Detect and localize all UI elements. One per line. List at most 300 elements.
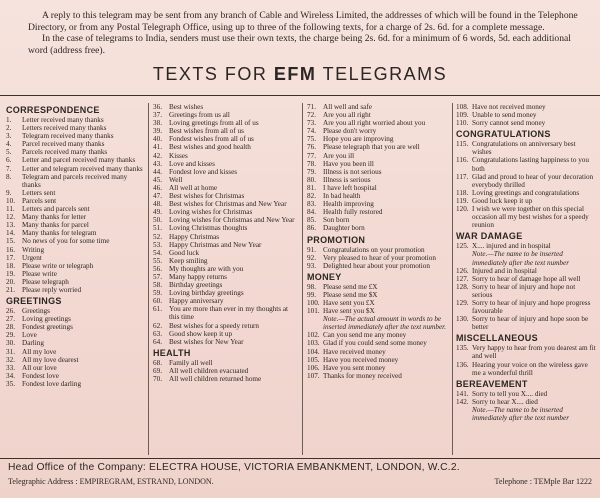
text-message: No news of you for some time: [22, 237, 110, 246]
text-option: [6, 356, 144, 364]
text-number: 101.: [307, 307, 320, 316]
text-message: Please write: [22, 269, 57, 278]
text-message: Have sent you £X: [323, 298, 375, 307]
text-message: Please telegraph that you are well: [323, 143, 420, 152]
text-option: [307, 208, 449, 216]
text-option: [6, 197, 144, 205]
text-option: [307, 246, 449, 254]
text-message: Best wishes from all of us: [169, 127, 244, 136]
text-number: 99.: [307, 290, 316, 299]
text-number: 77.: [307, 151, 316, 160]
text-message: Loving wishes for Christmas and New Year: [169, 216, 295, 225]
text-number: 33.: [6, 363, 15, 372]
text-option: [153, 367, 299, 375]
text-option: [307, 291, 449, 299]
text-message: Greetings: [22, 307, 50, 316]
text-number: 118.: [456, 188, 469, 197]
text-message: Family all well: [169, 358, 213, 367]
text-option: [6, 156, 144, 164]
text-message: Health fully restored: [323, 208, 383, 217]
text-message: Greetings from us all: [169, 111, 230, 120]
text-option: [6, 286, 144, 294]
text-option: [6, 315, 144, 323]
text-option: [6, 307, 144, 315]
text-option: [307, 103, 449, 111]
text-message: Letter received many thanks: [22, 116, 104, 124]
text-option: [307, 111, 449, 119]
text-number: 50.: [153, 216, 162, 225]
text-option: [153, 103, 299, 111]
section-heading: MISCELLANEOUS: [456, 333, 538, 344]
text-option: [153, 249, 299, 257]
intro-paragraph-1: A reply to this telegram may be sent from any branch of Cable and Wireless Limited, the addresses of which will be found in the Telephone Directory, or from any Postal Telegraph Office, using up to three of the following texts, for a charge of 2s. 6d. for a complete message.: [28, 10, 578, 33]
text-message: Telegram and parcels received many thanks: [22, 172, 128, 189]
text-option: [307, 216, 449, 224]
text-option: [153, 233, 299, 241]
text-message: Writing: [22, 245, 45, 254]
intro-paragraph-2: In the case of telegrams to India, senders must use their own texts, the charge being 2s. 6d. for a minimum of 6 words, 5d. each additional word (address free).: [28, 33, 571, 56]
text-number: 51.: [153, 224, 162, 233]
text-message: All our love: [22, 363, 57, 372]
text-message: Hearing your voice on the wireless gave me a wonderful thrill: [472, 360, 588, 377]
text-message: Loving birthday greetings: [169, 289, 244, 298]
text-message: Fondest greetings: [22, 323, 73, 332]
text-message: In bad health: [323, 192, 361, 201]
text-number: 44.: [153, 167, 162, 176]
text-number: 125.: [456, 242, 469, 251]
text-number: 105.: [307, 355, 320, 364]
text-option: [307, 254, 449, 262]
text-option: [6, 254, 144, 262]
text-message: Glad if you could send some money: [323, 339, 427, 348]
text-number: 130.: [456, 315, 469, 324]
instruction-note: Note.—The actual amount in words to be inserted immediately after the text number.: [323, 315, 446, 332]
text-number: 62.: [153, 321, 162, 330]
text-message: Sorry cannot send money: [472, 119, 546, 128]
text-option: [6, 213, 144, 221]
text-message: Sorry to hear of injury and hope soon be better: [472, 315, 589, 332]
text-message: Telegram received many thanks: [22, 132, 114, 141]
text-option: [153, 330, 299, 338]
text-option: [307, 119, 449, 127]
text-number: 141.: [456, 389, 469, 398]
text-option: [6, 221, 144, 229]
text-number: 42.: [153, 151, 162, 160]
text-message: All my love dearest: [22, 355, 79, 364]
text-number: 27.: [6, 315, 15, 324]
text-option: [307, 331, 449, 339]
section-heading: MONEY: [307, 271, 342, 282]
text-option: [153, 241, 299, 249]
text-number: 74.: [307, 127, 316, 136]
text-number: 35.: [6, 379, 15, 388]
text-option: [153, 111, 299, 119]
text-option: [6, 372, 144, 380]
text-option: [153, 224, 299, 232]
telephone-number: Telephone : TEMple Bar 1222: [494, 477, 592, 486]
column-1: [6, 103, 144, 455]
text-message: Loving wishes for Christmas: [169, 208, 253, 217]
text-option: [6, 229, 144, 237]
text-option: [307, 192, 449, 200]
text-number: 45.: [153, 175, 162, 184]
section-heading: GREETINGS: [6, 296, 62, 307]
text-message: Are you ill: [323, 151, 355, 160]
section-heading: CONGRATULATIONS: [456, 129, 551, 140]
text-option: [307, 143, 449, 151]
text-number: 73.: [307, 119, 316, 128]
text-option: [6, 331, 144, 339]
text-number: 36.: [153, 103, 162, 111]
text-number: 48.: [153, 200, 162, 209]
text-number: 12.: [6, 213, 15, 222]
text-message: Unable to send money: [472, 111, 537, 120]
text-message: Please send me £X: [323, 282, 378, 291]
instruction-note: Note.—The name to be inserted immediately after the text number: [472, 250, 570, 267]
text-option: [6, 173, 144, 189]
text-message: Darling: [22, 339, 44, 348]
text-number: 43.: [153, 159, 162, 168]
text-option: [153, 216, 299, 224]
text-number: 110.: [456, 119, 469, 128]
text-message: Fondest love darling: [22, 379, 82, 388]
text-option: [307, 299, 449, 307]
text-message: Have received money: [323, 347, 386, 356]
text-number: 109.: [456, 111, 469, 120]
text-message: Have sent you $X: [323, 307, 375, 316]
text-message: Well: [169, 175, 183, 184]
text-message: Parcel received many thanks: [22, 140, 105, 149]
text-option: [153, 297, 299, 305]
text-option: [6, 246, 144, 254]
text-number: 34.: [6, 371, 15, 380]
text-number: 11.: [6, 205, 15, 214]
text-message: All well children returned home: [169, 375, 262, 383]
text-number: 53.: [153, 240, 162, 249]
text-number: 61.: [153, 305, 162, 314]
text-message: Son born: [323, 216, 350, 225]
text-message: Happy anniversary: [169, 297, 224, 306]
text-number: 14.: [6, 229, 15, 238]
text-message: Illness is not serious: [323, 167, 382, 176]
text-number: 117.: [456, 172, 469, 181]
title-brand: EFM: [273, 64, 317, 84]
text-number: 71.: [307, 103, 316, 111]
text-message: Injured and in hospital: [472, 266, 537, 275]
text-message: Are you all right: [323, 111, 371, 120]
text-number: 54.: [153, 248, 162, 257]
text-number: 136.: [456, 360, 469, 369]
text-option: [456, 140, 596, 156]
text-message: Many happy returns: [169, 272, 227, 281]
text-option: [307, 200, 449, 208]
text-option: [153, 257, 299, 265]
text-message: Many thanks for letter: [22, 213, 87, 222]
text-number: 16.: [6, 245, 15, 254]
text-message: Good luck keep it up: [472, 196, 533, 205]
text-option: [307, 372, 449, 380]
text-option: [6, 278, 144, 286]
text-number: 106.: [307, 363, 320, 372]
text-option: [153, 375, 299, 383]
text-number: 38.: [153, 119, 162, 128]
text-message: Fondest wishes from all of us: [169, 135, 254, 144]
text-option: [6, 140, 144, 148]
text-option: [307, 168, 449, 176]
title-suffix: TELEGRAMS: [316, 64, 448, 84]
text-number: 76.: [307, 143, 316, 152]
text-message: Are you all right worried about you: [323, 119, 426, 128]
text-message: Thanks for money received: [323, 371, 402, 380]
text-message: Very happy to hear from you dearest am fit and well: [472, 344, 596, 361]
text-message: Congratulations lasting happiness to you both: [472, 156, 589, 173]
text-number: 64.: [153, 337, 162, 346]
text-option: [456, 315, 596, 331]
text-option: [307, 283, 449, 291]
text-message: Love and kisses: [169, 159, 215, 168]
text-number: 4.: [6, 140, 12, 149]
text-message: Letters received many thanks: [22, 124, 107, 133]
text-message: All well children evacuated: [169, 366, 249, 375]
text-number: 31.: [6, 347, 15, 356]
text-message: All my love: [22, 347, 57, 356]
text-number: 63.: [153, 329, 162, 338]
text-option: [153, 152, 299, 160]
head-office-line: Head Office of the Company: ELECTRA HOUSE, VICTORIA EMBANKMENT, LONDON, W.C.2.: [8, 462, 460, 473]
text-option: [153, 127, 299, 135]
text-number: 129.: [456, 298, 469, 307]
text-option: [153, 176, 299, 184]
text-message: Sorry to hear X.... died: [472, 397, 538, 406]
text-message: Birthday greetings: [169, 281, 223, 290]
text-message: Best wishes for a speedy return: [169, 321, 260, 330]
text-message: Loving greetings: [22, 315, 71, 324]
text-option: [153, 160, 299, 168]
text-message: Sorry to hear of injury and hope not serious: [472, 282, 576, 299]
text-option: [6, 270, 144, 278]
text-option: [456, 156, 596, 172]
contact-line: [8, 477, 592, 486]
title-prefix: TEXTS FOR: [152, 64, 274, 84]
text-number: 1.: [6, 116, 12, 124]
instruction-note: Note.—The name to be inserted immediately after the text number: [472, 405, 570, 422]
text-option: [456, 197, 596, 205]
text-number: 82.: [307, 192, 316, 201]
text-option: [6, 323, 144, 331]
text-number: 55.: [153, 256, 162, 265]
text-message: Illness is serious: [323, 175, 371, 184]
text-number: 126.: [456, 266, 469, 275]
text-number: 58.: [153, 281, 162, 290]
text-number: 13.: [6, 221, 15, 230]
text-message: Please don't worry: [323, 127, 377, 136]
text-message: I wish we were together on this special occasion all my best wishes for a speedy reunion: [472, 205, 589, 230]
text-option: [153, 281, 299, 289]
column-divider: [302, 103, 303, 455]
text-number: 115.: [456, 140, 469, 149]
text-option: [456, 283, 596, 299]
text-message: Best wishes: [169, 103, 204, 111]
text-number: 2.: [6, 124, 12, 133]
text-number: 49.: [153, 208, 162, 217]
text-option: [307, 176, 449, 184]
text-number: 120.: [456, 205, 469, 214]
text-number: 7.: [6, 164, 12, 173]
text-option: [456, 398, 596, 406]
text-number: 68.: [153, 358, 162, 367]
text-option: [6, 124, 144, 132]
text-message: Sorry to tell you X.... died: [472, 389, 548, 398]
text-message: Congratulations on your promotion: [323, 245, 425, 254]
text-number: 3.: [6, 132, 12, 141]
text-option: [307, 127, 449, 135]
text-number: 79.: [307, 167, 316, 176]
section-heading: BEREAVEMENT: [456, 378, 528, 389]
text-option: [153, 208, 299, 216]
text-message: Health improving: [323, 200, 374, 209]
text-message: Can you send me any money: [323, 331, 407, 340]
text-option: [456, 103, 596, 111]
text-message: You are more than ever in my thoughts at this time: [169, 305, 289, 322]
text-number: 91.: [307, 245, 316, 254]
text-option: [456, 173, 596, 189]
text-option: [307, 135, 449, 143]
text-option: [456, 267, 596, 275]
section-heading: HEALTH: [153, 347, 191, 358]
text-number: 9.: [6, 188, 12, 197]
page-title: [0, 63, 600, 85]
text-option: [6, 348, 144, 356]
text-number: 70.: [153, 375, 162, 383]
text-number: 10.: [6, 196, 15, 205]
text-message: Hope you are improving: [323, 135, 394, 144]
bottom-rule: [0, 458, 600, 459]
text-message: All well and safe: [323, 103, 372, 111]
text-option: [307, 364, 449, 372]
text-number: 100.: [307, 298, 320, 307]
column-3: [307, 103, 449, 455]
text-message: Please reply worried: [22, 285, 82, 294]
top-rule: [0, 95, 600, 96]
text-message: Best wishes for Christmas: [169, 192, 245, 201]
text-option: [6, 380, 144, 388]
text-option: [307, 307, 449, 315]
text-number: 108.: [456, 103, 469, 111]
text-number: 17.: [6, 253, 15, 262]
text-option: [153, 322, 299, 330]
text-number: 39.: [153, 127, 162, 136]
text-message: Loving greetings and congratulations: [472, 188, 580, 197]
text-option: [153, 289, 299, 297]
text-number: 127.: [456, 274, 469, 283]
text-option: [153, 338, 299, 346]
text-message: Glad and proud to hear of your decoration everybody thrilled: [472, 172, 594, 189]
text-message: Congratulations on anniversary best wishes: [472, 140, 576, 157]
text-number: 6.: [6, 156, 12, 165]
text-option: [153, 273, 299, 281]
text-option: [456, 205, 596, 229]
text-number: 81.: [307, 183, 316, 192]
text-option: [153, 359, 299, 367]
text-option: [456, 344, 596, 360]
text-message: Love: [22, 331, 37, 340]
text-option: [6, 364, 144, 372]
text-number: 57.: [153, 272, 162, 281]
text-number: 92.: [307, 253, 316, 262]
text-option: [307, 160, 449, 168]
text-message: Good luck: [169, 248, 200, 257]
text-number: 128.: [456, 282, 469, 291]
text-number: 78.: [307, 159, 316, 168]
text-message: Delighted hear about your promotion: [323, 261, 430, 270]
text-message: Fondest love and kisses: [169, 167, 238, 176]
text-option: [153, 200, 299, 208]
text-message: Fondest love: [22, 371, 59, 380]
text-number: 37.: [153, 111, 162, 120]
text-message: Best wishes and good health: [169, 143, 251, 152]
text-message: Keep smiling: [169, 256, 208, 265]
column-divider: [452, 103, 453, 455]
text-message: Best wishes for Christmas and New Year: [169, 200, 287, 209]
text-number: 59.: [153, 289, 162, 298]
text-message: Letters sent: [22, 188, 56, 197]
text-number: 18.: [6, 261, 15, 270]
text-option: [153, 143, 299, 151]
text-option: [153, 135, 299, 143]
text-option: [307, 339, 449, 347]
text-number: 93.: [307, 261, 316, 270]
intro-text: [28, 10, 588, 56]
text-option: [307, 184, 449, 192]
text-option: [6, 148, 144, 156]
text-option: [456, 299, 596, 315]
text-number: 116.: [456, 156, 469, 165]
text-message: Very pleased to hear of your promotion: [323, 253, 436, 262]
text-message: Kisses: [169, 151, 188, 160]
text-message: Daughter born: [323, 224, 365, 233]
text-message: Please write or telegraph: [22, 261, 94, 270]
text-number: 98.: [307, 282, 316, 291]
text-option: [153, 184, 299, 192]
text-option: [153, 305, 299, 321]
text-message: Sorry to hear of damage hope all well: [472, 274, 581, 283]
text-message: Please send me $X: [323, 290, 378, 299]
text-message: Happy Christmas and New Year: [169, 240, 262, 249]
section-heading: CORRESPONDENCE: [6, 105, 100, 115]
text-number: 85.: [307, 216, 316, 225]
text-number: 102.: [307, 331, 320, 340]
text-message: Have you sent money: [323, 363, 386, 372]
text-message: Loving Christmas thoughts: [169, 224, 248, 233]
text-message: Best wishes for New Year: [169, 337, 244, 346]
text-number: 47.: [153, 192, 162, 201]
text-message: Letter and telegram received many thanks: [22, 164, 143, 173]
text-number: 86.: [307, 224, 316, 233]
text-message: Loving greetings from all of us: [169, 119, 259, 128]
text-option: [456, 119, 596, 127]
text-number: 69.: [153, 366, 162, 375]
text-option: [153, 192, 299, 200]
text-message: All well at home: [169, 183, 218, 192]
text-number: 5.: [6, 148, 12, 157]
section-heading: WAR DAMAGE: [456, 231, 523, 242]
text-option: [153, 119, 299, 127]
text-number: 60.: [153, 297, 162, 306]
text-number: 56.: [153, 264, 162, 273]
text-option: [307, 152, 449, 160]
text-message: Have you been ill: [323, 159, 374, 168]
text-number: 46.: [153, 183, 162, 192]
